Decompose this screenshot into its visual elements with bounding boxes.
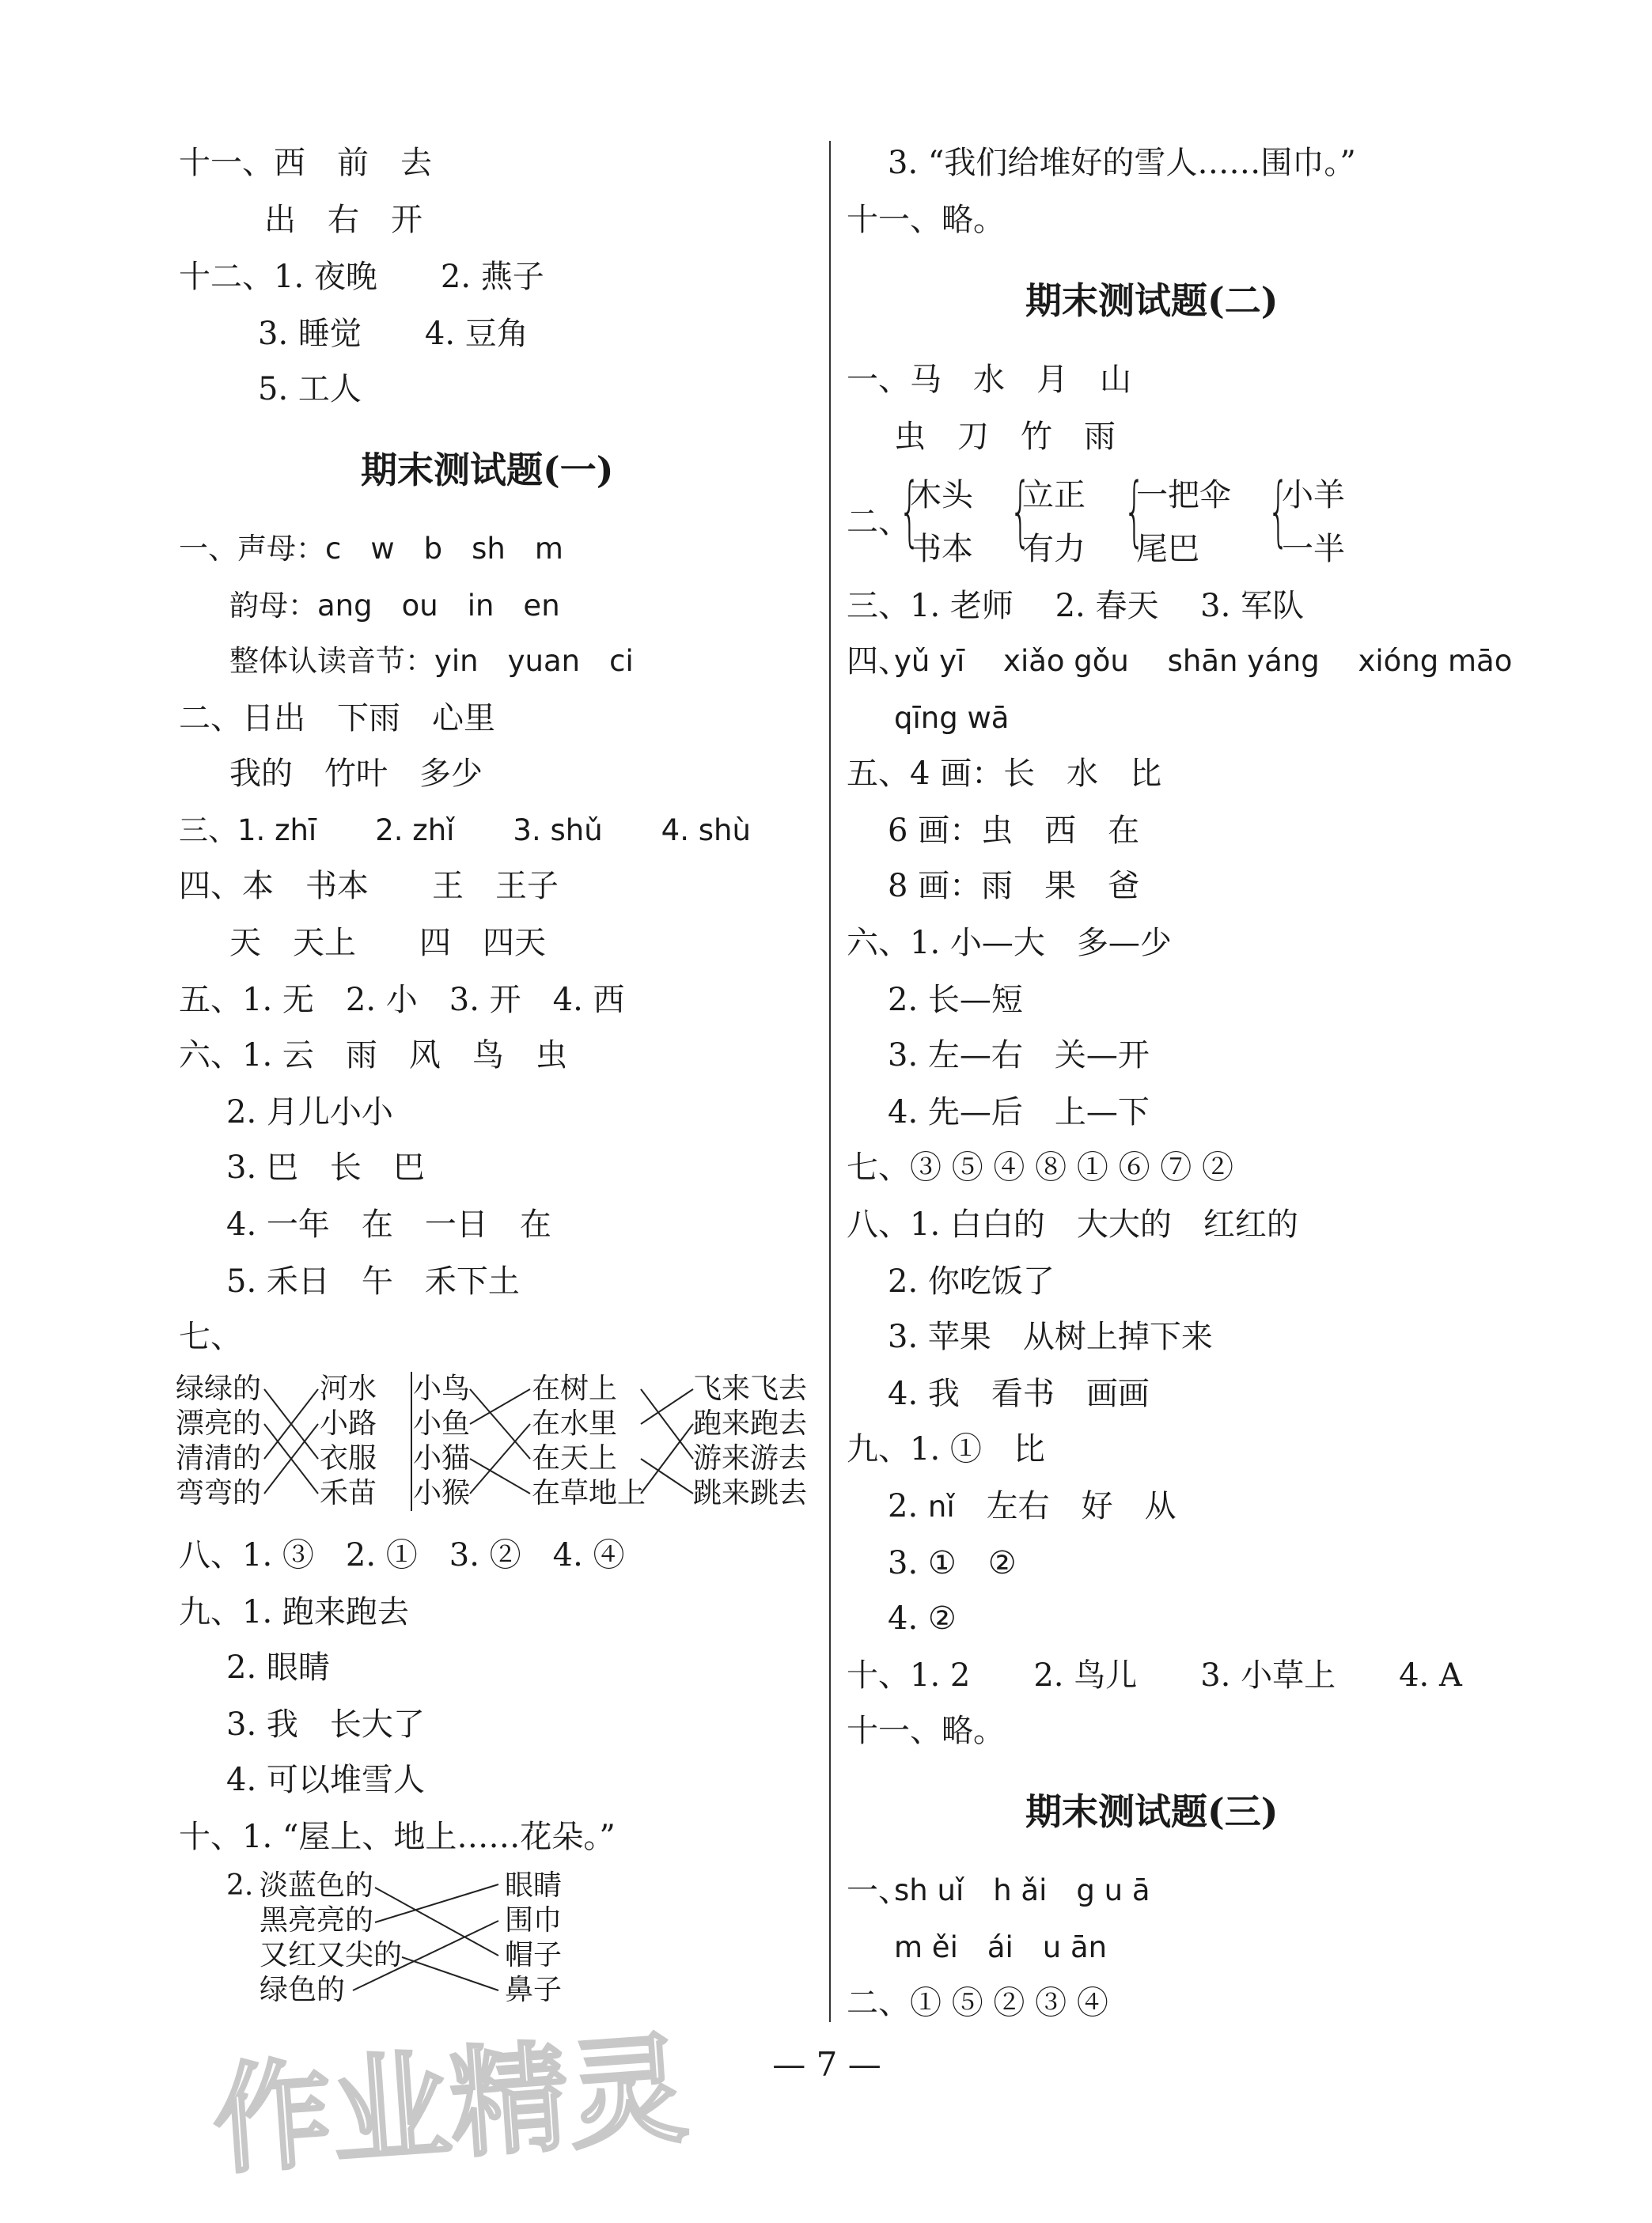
exam2-q9-line3: 3. ① ② — [888, 1545, 1017, 1581]
brace-symbol: { — [1123, 467, 1146, 555]
match10-right-item: 围巾 — [505, 1904, 563, 1937]
exam2-q9-line2-prefix: 2. — [888, 1488, 928, 1524]
match7-col3-item: 小猴 — [413, 1477, 471, 1509]
answer-11-line2: 出 右 开 — [264, 202, 422, 238]
exam2-q6-line3: 3. 左—右 关—开 — [888, 1037, 1150, 1074]
exam3-q2: 二、① ⑤ ② ③ ④ — [847, 1985, 1108, 2021]
exam1-q3: 三、1. zhī 2. zhǐ 3. shǔ 4. shù — [179, 813, 751, 847]
answer-10-3: 3. “我们给堆好的雪人……围巾。” — [888, 145, 1356, 181]
exam2-q7: 七、③ ⑤ ④ ⑧ ① ⑥ ⑦ ② — [847, 1149, 1234, 1186]
match7-col5-item: 跑来跑去 — [693, 1407, 808, 1440]
exam2-q9-line4: 4. ② — [888, 1600, 957, 1637]
exam1-q9-line2: 2. 眼睛 — [226, 1649, 330, 1686]
match10-right-item: 鼻子 — [505, 1974, 563, 2006]
exam2-q4-pinyin-line1: yǔ yī xiǎo gǒu shān yáng xióng māo — [894, 644, 1513, 678]
exam1-q6-line2: 2. 月儿小小 — [226, 1094, 393, 1130]
match7-col4-item: 在天上 — [532, 1442, 618, 1475]
match7-col3-item: 小猫 — [413, 1442, 471, 1475]
section-title-exam-1: 期末测试题(一) — [361, 449, 614, 491]
section-title-exam-3: 期末测试题(三) — [1025, 1790, 1279, 1833]
exam1-q8: 八、1. ③ 2. ① 3. ② 4. ④ — [179, 1537, 625, 1574]
watermark-logo: 作业精灵 — [208, 2020, 692, 2191]
match10-left-item: 绿色的 — [260, 1974, 346, 2006]
match10-left-item: 又红又尖的 — [260, 1939, 403, 1971]
exam2-q8-line2: 2. 你吃饭了 — [888, 1263, 1055, 1300]
exam1-q10-line1: 十、1. “屋上、地上……花朵。” — [179, 1819, 616, 1855]
match7-col5-item: 跳来跳去 — [693, 1477, 808, 1509]
match7-col1-item: 清清的 — [176, 1442, 262, 1475]
brace-symbol: { — [1010, 467, 1032, 555]
exam1-q9-line4: 4. 可以堆雪人 — [226, 1762, 425, 1798]
match7-col2-item: 禾苗 — [320, 1477, 377, 1509]
exam1-q4-line1: 四、本 书本 王 王子 — [179, 868, 559, 904]
exam2-q3: 三、1. 老师 2. 春天 3. 军队 — [847, 588, 1305, 624]
exam1-q6-line4: 4. 一年 在 一日 在 — [226, 1206, 551, 1243]
exam2-q6-line2: 2. 长—短 — [888, 982, 1023, 1018]
page-number: — 7 — — [772, 2045, 881, 2084]
exam2-q2-word: 木头 — [910, 477, 973, 513]
exam2-q5-line2: 6 画：虫 西 在 — [888, 812, 1140, 849]
answer-12-line2: 3. 睡觉 4. 豆角 — [258, 316, 529, 352]
exam2-q9-line2-pinyin: nǐ — [927, 1490, 955, 1524]
exam1-q5: 五、1. 无 2. 小 3. 开 4. 西 — [179, 982, 625, 1018]
exam1-q4-line2: 天 天上 四 四天 — [229, 925, 546, 961]
match7-col4-item: 在草地上 — [532, 1477, 646, 1509]
exam2-q1-line2: 虫 刀 竹 雨 — [894, 418, 1116, 455]
answer-11-right: 十一、略。 — [847, 202, 1005, 238]
exam2-q2-word: 一把伞 — [1136, 477, 1231, 513]
exam2-q9-line2-rest: 左右 好 从 — [954, 1488, 1176, 1524]
match7-col1-item: 弯弯的 — [176, 1477, 262, 1509]
match7-col3-item: 小鸟 — [413, 1373, 471, 1405]
section-title-exam-2: 期末测试题(二) — [1025, 279, 1279, 322]
exam2-q2-word: 小羊 — [1282, 477, 1345, 513]
exam1-q6-line1: 六、1. 云 雨 风 鸟 虫 — [179, 1037, 567, 1074]
match7-col5-item: 飞来飞去 — [693, 1373, 808, 1405]
exam1-q1-syllables: 整体认读音节：yin yuan ci — [229, 644, 634, 678]
match7-col3-item: 小鱼 — [413, 1407, 471, 1440]
match10-right-item: 帽子 — [505, 1939, 563, 1971]
match7-col4-item: 在水里 — [532, 1407, 618, 1440]
exam2-q6-line4: 4. 先—后 上—下 — [888, 1094, 1150, 1130]
exam3-q1-line1: sh uǐ h ǎi g u ā — [894, 1873, 1150, 1907]
exam1-q9-line3: 3. 我 长大了 — [226, 1706, 425, 1743]
exam2-q8-line4: 4. 我 看书 画画 — [888, 1376, 1150, 1412]
match7-col2-item: 河水 — [320, 1373, 377, 1405]
exam2-q8-line1: 八、1. 白白的 大大的 红红的 — [847, 1206, 1298, 1243]
column-divider — [829, 141, 831, 2022]
match10-connector-lines — [237, 1864, 522, 2022]
exam2-q10: 十、1. 2 2. 鸟儿 3. 小草上 4. A — [847, 1657, 1462, 1694]
exam2-q5-line1: 五、4 画：长 水 比 — [847, 756, 1162, 792]
answer-12-line1: 十二、1. 夜晚 2. 燕子 — [179, 259, 544, 295]
exam1-q6-line3: 3. 巴 长 巴 — [226, 1149, 425, 1186]
exam1-q7-label: 七、 — [179, 1319, 242, 1355]
match7-col2-item: 小路 — [320, 1407, 377, 1440]
exam3-q1-label: 一、 — [847, 1873, 910, 1909]
exam2-q5-line3: 8 画：雨 果 爸 — [888, 868, 1140, 904]
exam3-q1-line2: m ěi ái u ān — [894, 1930, 1108, 1964]
answer-11-line1: 十一、西 前 去 — [179, 145, 432, 181]
brace-symbol: { — [899, 467, 921, 555]
exam2-q6-line1: 六、1. 小—大 多—少 — [847, 925, 1172, 961]
match7-col1-item: 绿绿的 — [176, 1373, 262, 1405]
match7-col4-item: 在树上 — [532, 1373, 618, 1405]
exam2-q4-label: 四、 — [847, 643, 910, 680]
answer-12-line3: 5. 工人 — [258, 371, 362, 407]
exam2-q9-line2 — [888, 1487, 1176, 1526]
match7-col5-item: 游来游去 — [693, 1442, 808, 1475]
exam2-q2-word: 立正 — [1022, 477, 1086, 513]
exam1-q2-line2: 我的 竹叶 多少 — [229, 756, 483, 792]
exam1-q1-finals: 韵母：ang ou in en — [229, 589, 560, 623]
exam2-q11: 十一、略。 — [847, 1713, 1005, 1749]
match10-left-item: 淡蓝色的 — [260, 1869, 374, 1902]
exam1-q1-initials: 一、声母：c w b sh m — [179, 532, 563, 566]
exam2-q2-word: 书本 — [910, 531, 973, 567]
exam2-q2-word: 一半 — [1282, 531, 1345, 567]
match7-col2-item: 衣服 — [320, 1442, 377, 1475]
match10-right-item: 眼睛 — [505, 1869, 563, 1902]
exam2-q8-line3: 3. 苹果 从树上掉下来 — [888, 1319, 1213, 1355]
match10-prefix: 2. — [226, 1869, 254, 1902]
exam1-q2-line1: 二、日出 下雨 心里 — [179, 700, 495, 737]
match10-left-item: 黑亮亮的 — [260, 1904, 374, 1937]
match7-col1-item: 漂亮的 — [176, 1407, 262, 1440]
exam2-q2-word: 尾巴 — [1136, 531, 1199, 567]
exam2-q2-label: 二、 — [847, 504, 910, 540]
brace-symbol: { — [1267, 467, 1290, 555]
exam1-q6-line5: 5. 禾日 午 禾下土 — [226, 1263, 520, 1300]
exam2-q9-line1: 九、1. ① 比 — [847, 1431, 1045, 1467]
exam2-q4-pinyin-line2: qīng wā — [894, 701, 1010, 735]
exam2-q2-word: 有力 — [1022, 531, 1086, 567]
match7-connector-lines — [158, 1369, 823, 1519]
exam2-q1-line1: 一、马 水 月 山 — [847, 362, 1131, 398]
exam1-q9-line1: 九、1. 跑来跑去 — [179, 1594, 409, 1630]
